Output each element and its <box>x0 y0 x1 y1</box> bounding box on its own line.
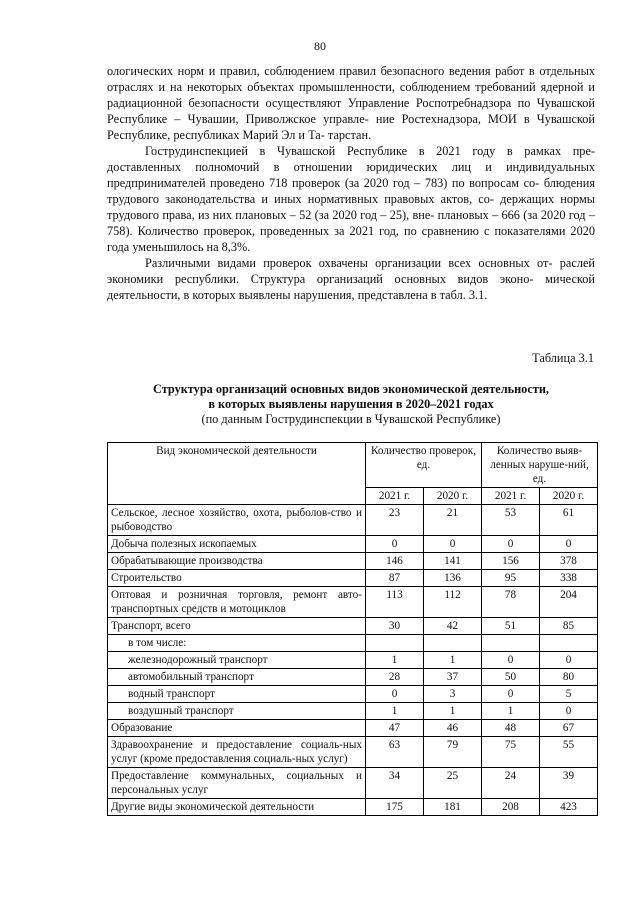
table-row <box>108 737 598 768</box>
paragraph-line: Роспотребнадзора по Чувашской Республике – Чувашии, Приволжское управле- <box>107 96 596 126</box>
checks-2021-cell <box>366 635 424 652</box>
violations-2021-cell: 95 <box>482 570 540 587</box>
header-activity: Вид экономической деятельности <box>108 443 366 505</box>
table-row <box>108 505 598 536</box>
checks-2020-cell <box>424 635 482 652</box>
activity-cell: железнодорожный транспорт <box>108 652 366 669</box>
checks-2021-cell: 1 <box>366 652 424 669</box>
header-checks-2020: 2020 г. <box>424 488 482 505</box>
paragraph-2 <box>107 143 595 255</box>
header-violations-2021: 2021 г. <box>482 488 540 505</box>
violations-2021-cell: 75 <box>482 737 540 768</box>
activity-cell: Добыча полезных ископаемых <box>108 536 366 553</box>
paragraph-line: Различными видами проверок охвачены организации всех основных от- <box>145 256 553 270</box>
violations-2021-cell: 156 <box>482 553 540 570</box>
paragraph-line: мической деятельности, в которых выявлены нарушения, представлена в <box>107 272 595 302</box>
table-row <box>108 536 598 553</box>
paragraph-line: отдельных отраслях и на некоторых объектах промышленности, соблюдением <box>107 64 595 94</box>
paragraph-line: 2021 год, по сравнению с показателями 2020 года уменьшилось на 8,3%. <box>107 224 596 254</box>
paragraph-line: раслей экономики республики. Структура организаций основных видов эконо- <box>107 256 596 286</box>
checks-2021-cell: 87 <box>366 570 424 587</box>
violations-2021-cell: 1 <box>482 703 540 720</box>
violations-2021-cell: 48 <box>482 720 540 737</box>
body-text <box>107 63 595 303</box>
checks-2020-cell: 136 <box>424 570 482 587</box>
table-row <box>108 720 598 737</box>
checks-2021-cell: 23 <box>366 505 424 536</box>
paragraph-line: предпринимателей проведено 718 проверок (за 2020 год – 783) по вопросам со- <box>107 176 540 190</box>
checks-2021-cell: 175 <box>366 799 424 816</box>
activity-cell: Образование <box>108 720 366 737</box>
table-body <box>108 505 598 816</box>
table-row <box>108 669 598 686</box>
checks-2021-cell: 0 <box>366 536 424 553</box>
paragraph-line: требований ядерной и радиационной безопасности осуществляют Управление <box>107 80 595 110</box>
activity-cell: Здравоохранение и предоставление социаль-ных услуг (кроме предоставления социаль-ных услуг) <box>108 737 366 768</box>
checks-2021-cell: 146 <box>366 553 424 570</box>
violations-2020-cell: 80 <box>540 669 598 686</box>
violations-2020-cell: 61 <box>540 505 598 536</box>
violations-2021-cell: 51 <box>482 618 540 635</box>
violations-2020-cell: 423 <box>540 799 598 816</box>
table-title <box>107 382 595 427</box>
violations-2020-cell: 67 <box>540 720 598 737</box>
paragraph-line: табл. 3.1. <box>439 288 488 302</box>
activity-cell: в том числе: <box>108 635 366 652</box>
violations-2020-cell: 338 <box>540 570 598 587</box>
paragraph-line: плановых – 666 (за 2020 год – 758). Количество проверок, проведенных за <box>107 208 595 238</box>
violations-2020-cell <box>540 635 598 652</box>
checks-2021-cell: 34 <box>366 768 424 799</box>
table-row <box>108 553 598 570</box>
table-number: Таблица 3.1 <box>532 351 594 365</box>
violations-2020-cell: 55 <box>540 737 598 768</box>
activity-cell: Другие виды экономической деятельности <box>108 799 366 816</box>
violations-2021-cell: 24 <box>482 768 540 799</box>
checks-2021-cell: 28 <box>366 669 424 686</box>
violations-2021-cell: 53 <box>482 505 540 536</box>
violations-2020-cell: 204 <box>540 587 598 618</box>
paragraph-line: блюдения трудового законодательства и иных нормативных правовых актов, со- <box>107 176 595 206</box>
table-row <box>108 652 598 669</box>
violations-2020-cell: 0 <box>540 703 598 720</box>
checks-2020-cell: 46 <box>424 720 482 737</box>
table-row <box>108 587 598 618</box>
checks-2020-cell: 181 <box>424 799 482 816</box>
activity-cell: Транспорт, всего <box>108 618 366 635</box>
table-row <box>108 686 598 703</box>
table-subtitle: (по данным Гострудинспекции в Чувашской Республике) <box>201 412 501 426</box>
checks-2020-cell: 42 <box>424 618 482 635</box>
activity-cell: автомобильный транспорт <box>108 669 366 686</box>
violations-2020-cell: 378 <box>540 553 598 570</box>
table-title-line-2: в которых выявлены нарушения в 2020–2021 годах <box>208 397 494 411</box>
checks-2021-cell: 113 <box>366 587 424 618</box>
activity-cell: Строительство <box>108 570 366 587</box>
checks-2021-cell: 47 <box>366 720 424 737</box>
checks-2020-cell: 141 <box>424 553 482 570</box>
paragraph-1 <box>107 63 595 143</box>
checks-2020-cell: 25 <box>424 768 482 799</box>
violations-2021-cell: 208 <box>482 799 540 816</box>
table-row <box>108 635 598 652</box>
violations-2021-cell: 78 <box>482 587 540 618</box>
checks-2021-cell: 30 <box>366 618 424 635</box>
table-row <box>108 618 598 635</box>
violations-2021-cell <box>482 635 540 652</box>
checks-2021-cell: 63 <box>366 737 424 768</box>
header-violations: Количество выяв-ленных наруше-ний, ед. <box>482 443 598 488</box>
paragraph-line: доставленных полномочий в отношении юридических лиц и индивидуальных <box>107 160 595 174</box>
table-row <box>108 799 598 816</box>
paragraph-3 <box>107 255 595 303</box>
table-row <box>108 570 598 587</box>
activity-cell: Сельское, лесное хозяйство, охота, рыболов-ство и рыбоводство <box>108 505 366 536</box>
paragraph-line: ологических норм и правил, соблюдением правил безопасного ведения работ в <box>107 64 535 78</box>
header-checks: Количество проверок, ед. <box>366 443 482 488</box>
checks-2020-cell: 0 <box>424 536 482 553</box>
activity-cell: Оптовая и розничная торговля, ремонт авто-транспортных средств и мотоциклов <box>108 587 366 618</box>
checks-2021-cell: 1 <box>366 703 424 720</box>
paragraph-line: ние Ростехнадзора, МОИ в Чувашской Республике, республиках Марий Эл и Та- <box>107 112 595 142</box>
violations-2020-cell: 0 <box>540 652 598 669</box>
activity-cell: воздушный транспорт <box>108 703 366 720</box>
activity-cell: Предоставление коммунальных, социальных и персональных услуг <box>108 768 366 799</box>
data-table <box>107 442 598 816</box>
violations-2021-cell: 0 <box>482 652 540 669</box>
checks-2020-cell: 79 <box>424 737 482 768</box>
checks-2020-cell: 21 <box>424 505 482 536</box>
violations-2021-cell: 50 <box>482 669 540 686</box>
violations-2020-cell: 39 <box>540 768 598 799</box>
violations-2020-cell: 5 <box>540 686 598 703</box>
violations-2021-cell: 0 <box>482 536 540 553</box>
header-checks-2021: 2021 г. <box>366 488 424 505</box>
activity-cell: Обрабатывающие производства <box>108 553 366 570</box>
checks-2021-cell: 0 <box>366 686 424 703</box>
checks-2020-cell: 1 <box>424 703 482 720</box>
checks-2020-cell: 3 <box>424 686 482 703</box>
activity-cell: водный транспорт <box>108 686 366 703</box>
table-row <box>108 703 598 720</box>
paragraph-line: держащих нормы трудового права, из них плановых – 52 (за 2020 год – 25), вне- <box>107 192 595 222</box>
table-row <box>108 768 598 799</box>
checks-2020-cell: 37 <box>424 669 482 686</box>
violations-2020-cell: 0 <box>540 536 598 553</box>
checks-2020-cell: 1 <box>424 652 482 669</box>
header-row <box>108 443 598 488</box>
page-number: 80 <box>314 39 326 53</box>
violations-2020-cell: 85 <box>540 618 598 635</box>
paragraph-line: тарстан. <box>327 128 372 142</box>
paragraph-line: Гострудинспекцией в Чувашской Республике в 2021 году в рамках пре- <box>145 144 595 158</box>
violations-2021-cell: 0 <box>482 686 540 703</box>
table-title-line-1: Структура организаций основных видов экономической деятельности, <box>152 382 549 396</box>
checks-2020-cell: 112 <box>424 587 482 618</box>
header-violations-2020: 2020 г. <box>540 488 598 505</box>
